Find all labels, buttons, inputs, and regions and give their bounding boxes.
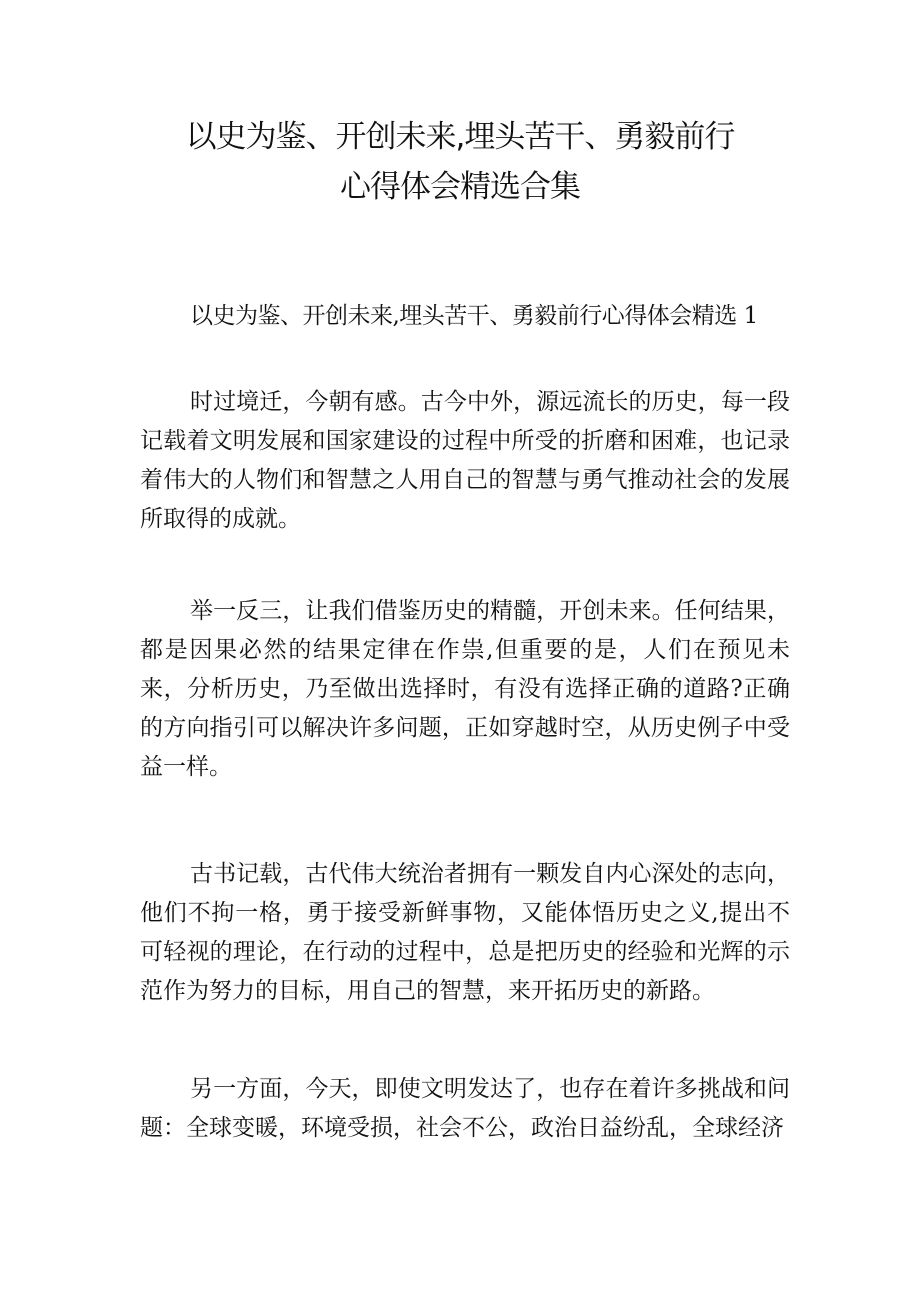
paragraph: 举一反三，让我们借鉴历史的精髓，开创未来。任何结果，都是因果必然的结果定律在作祟,但重要的是，人们在预见未来，分析历史，乃至做出选择时，有没有选择正确的道路?正确的方向指引可以解决许多问题，正如穿越时空，从历史例子中受益一样。 (140, 598, 790, 780)
paragraph: 另一方面，今天，即使文明发达了，也存在着许多挑战和问题：全球变暖，环境受损，社会不公，政治日益纷乱，全球经济 (140, 1076, 790, 1141)
document-title-line-2: 心得体会精选合集 (340, 169, 580, 205)
document-title-line-1: 以史为鉴、开创未来,埋头苦干、勇毅前行 (185, 119, 735, 155)
paragraph: 古书记载，古代伟大统治者拥有一颗发自内心深处的志向，他们不拘一格，勇于接受新鲜事物，又能体悟历史之义,提出不可轻视的理论，在行动的过程中，总是把历史的经验和光辉的示范作为努力的目标，用自己的智慧，来开拓历史的新路。 (140, 861, 790, 1004)
paragraph: 时过境迁，今朝有感。古今中外，源远流长的历史，每一段记载着文明发展和国家建设的过程中所受的折磨和困难，也记录着伟大的人物们和智慧之人用自己的智慧与勇气推动社会的发展所取得的成就。 (140, 389, 790, 532)
section-heading: 以史为鉴、开创未来,埋头苦干、勇毅前行心得体会精选 1 (190, 303, 758, 329)
